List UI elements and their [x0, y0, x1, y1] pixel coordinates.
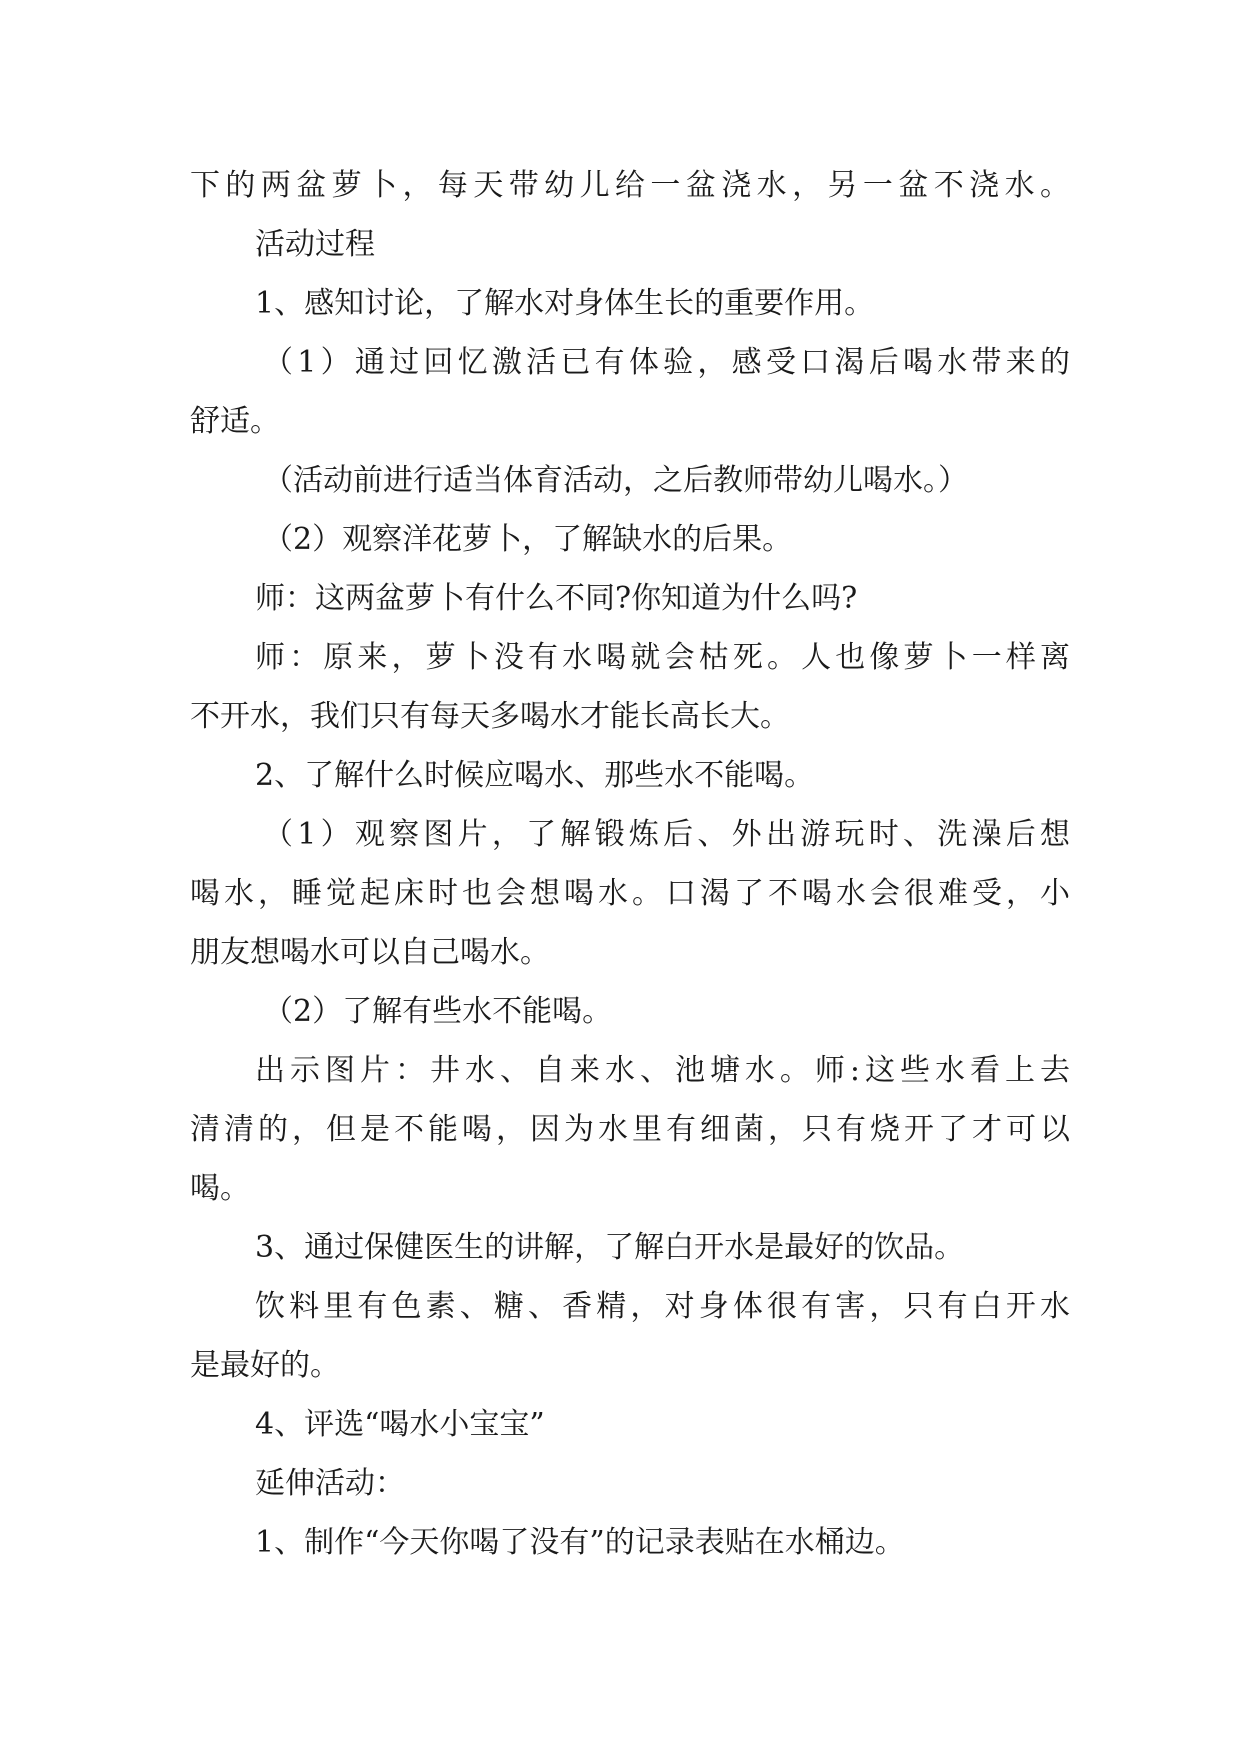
text-line-7: （2）观察洋花萝卜，了解缺水的后果。 — [263, 522, 793, 557]
text-line-20: 饮料里有色素、糖、香精，对身体很有害，只有白开水 — [255, 1289, 1070, 1324]
step-heading-4: 4、评选“喝水小宝宝” — [255, 1407, 545, 1442]
text-line-9: 师：原来，萝卜没有水喝就会枯死。人也像萝卜一样离 — [255, 640, 1070, 675]
text-line-10: 不开水，我们只有每天多喝水才能长高长大。 — [190, 699, 790, 734]
text-line-16: 出示图片：井水、自来水、池塘水。师:这些水看上去 — [255, 1053, 1070, 1088]
text-line-4: （1）通过回忆激活已有体验，感受口渴后喝水带来的 — [263, 345, 1070, 380]
text-line-15: （2）了解有些水不能喝。 — [263, 994, 613, 1029]
section-heading-activity-process: 活动过程 — [255, 227, 375, 262]
text-line-6: （活动前进行适当体育活动，之后教师带幼儿喝水。） — [263, 463, 968, 498]
step-heading-2: 2、了解什么时候应喝水、那些水不能喝。 — [255, 758, 815, 793]
text-line-18: 喝。 — [190, 1171, 250, 1206]
extension-item-1: 1、制作“今天你喝了没有”的记录表贴在水桶边。 — [255, 1525, 905, 1560]
step-heading-3: 3、通过保健医生的讲解，了解白开水是最好的饮品。 — [255, 1230, 965, 1265]
text-line-12: （1）观察图片，了解锻炼后、外出游玩时、洗澡后想 — [263, 817, 1070, 852]
text-line-1: 下的两盆萝卜，每天带幼儿给一盆浇水，另一盆不浇水。 — [190, 168, 1070, 203]
text-line-8: 师：这两盆萝卜有什么不同?你知道为什么吗? — [255, 581, 858, 616]
text-line-13: 喝水，睡觉起床时也会想喝水。口渴了不喝水会很难受，小 — [190, 876, 1070, 911]
text-line-21: 是最好的。 — [190, 1348, 340, 1383]
text-line-17: 清清的，但是不能喝，因为水里有细菌，只有烧开了才可以 — [190, 1112, 1070, 1147]
section-heading-extension: 延伸活动： — [255, 1466, 405, 1501]
step-heading-1: 1、感知讨论，了解水对身体生长的重要作用。 — [255, 286, 875, 321]
text-line-5: 舒适。 — [190, 404, 280, 439]
text-line-14: 朋友想喝水可以自己喝水。 — [190, 935, 550, 970]
